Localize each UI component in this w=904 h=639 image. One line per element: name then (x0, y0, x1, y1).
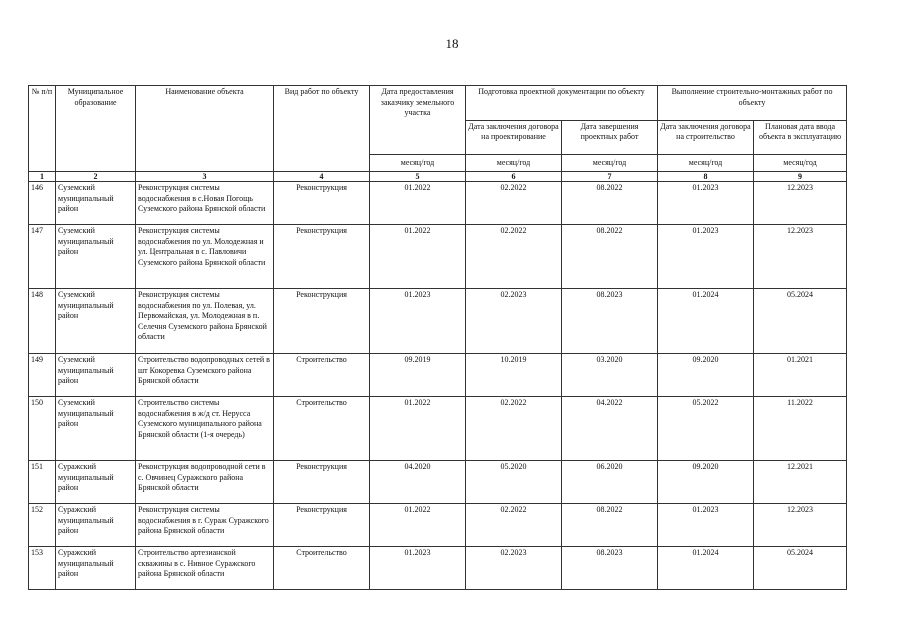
row-work-type: Реконструкция (274, 461, 370, 504)
row-number: 151 (29, 461, 56, 504)
table-row (29, 504, 847, 547)
row-commissioning: 05.2024 (754, 289, 847, 354)
row-work-type: Реконструкция (274, 225, 370, 289)
row-land-date: 04.2020 (370, 461, 466, 504)
row-construction-contract: 01.2024 (658, 547, 754, 590)
row-commissioning: 12.2023 (754, 182, 847, 225)
header-commissioning: Плановая дата ввода объекта в эксплуатацию (754, 120, 847, 155)
row-municipality: Суражский муниципальный район (56, 547, 136, 590)
row-number: 148 (29, 289, 56, 354)
header-construction-contract: Дата заключения договора на строительство (658, 120, 754, 155)
table-row (29, 182, 847, 225)
row-land-date: 01.2023 (370, 289, 466, 354)
row-municipality: Суземский муниципальный район (56, 225, 136, 289)
row-design-complete: 08.2023 (562, 547, 658, 590)
row-land-date: 01.2022 (370, 225, 466, 289)
row-object: Реконструкция системы водоснабжения по ул. Полевая, ул. Первомайская, ул. Молодежная в п. Селечня Суземского района Брянской области (136, 289, 274, 354)
row-number: 147 (29, 225, 56, 289)
header-land-date: Дата предоставления заказчику земельного участка (370, 86, 466, 155)
column-number: 9 (754, 172, 847, 182)
row-design-complete: 04.2022 (562, 397, 658, 461)
row-work-type: Реконструкция (274, 182, 370, 225)
table-row (29, 225, 847, 289)
row-object: Строительство артезианской скважины в с. Нивное Суражского района Брянской области (136, 547, 274, 590)
unit-cell: месяц/год (466, 155, 562, 172)
table-row (29, 354, 847, 397)
row-object: Строительство системы водоснабжения в ж/д ст. Неруcса Суземского муниципального района Брянской области (1-я очередь) (136, 397, 274, 461)
page-number: 18 (445, 36, 459, 51)
row-construction-contract: 01.2023 (658, 225, 754, 289)
column-number: 6 (466, 172, 562, 182)
row-work-type: Реконструкция (274, 504, 370, 547)
table-row (29, 461, 847, 504)
row-design-contract: 05.2020 (466, 461, 562, 504)
row-object: Строительство водопроводных сетей в шт Кокоревка Суземского района Брянской области (136, 354, 274, 397)
row-work-type: Строительство (274, 547, 370, 590)
table-row (29, 289, 847, 354)
row-municipality: Суземский муниципальный район (56, 182, 136, 225)
row-commissioning: 12.2023 (754, 504, 847, 547)
row-construction-contract: 05.2022 (658, 397, 754, 461)
column-number: 5 (370, 172, 466, 182)
row-design-contract: 02.2023 (466, 547, 562, 590)
row-commissioning: 11.2022 (754, 397, 847, 461)
row-commissioning: 12.2021 (754, 461, 847, 504)
row-design-complete: 08.2022 (562, 225, 658, 289)
row-land-date: 01.2022 (370, 504, 466, 547)
column-number-row (29, 172, 847, 182)
unit-cell: месяц/год (562, 155, 658, 172)
header-num: № п/п (29, 86, 56, 172)
column-number: 1 (29, 172, 56, 182)
row-construction-contract: 01.2023 (658, 504, 754, 547)
row-municipality: Суземский муниципальный район (56, 397, 136, 461)
row-object: Реконструкция системы водоснабжения по ул. Молодежная и ул. Центральная в с. Павловичи Суземского района Брянской области (136, 225, 274, 289)
row-land-date: 09.2019 (370, 354, 466, 397)
row-construction-contract: 09.2020 (658, 354, 754, 397)
row-land-date: 01.2022 (370, 182, 466, 225)
row-land-date: 01.2023 (370, 547, 466, 590)
header-design-complete: Дата завершения проектных работ (562, 120, 658, 155)
row-design-contract: 02.2023 (466, 289, 562, 354)
header-row-1 (29, 86, 847, 121)
column-number: 7 (562, 172, 658, 182)
row-design-complete: 08.2022 (562, 504, 658, 547)
header-municipality: Муниципальное образование (56, 86, 136, 172)
unit-cell: месяц/год (754, 155, 847, 172)
header-design-contract: Дата заключения договора на проектирование (466, 120, 562, 155)
unit-cell: месяц/год (658, 155, 754, 172)
row-commissioning: 01.2021 (754, 354, 847, 397)
unit-cell: месяц/год (370, 155, 466, 172)
row-design-contract: 10.2019 (466, 354, 562, 397)
table-row (29, 547, 847, 590)
row-design-contract: 02.2022 (466, 397, 562, 461)
row-number: 146 (29, 182, 56, 225)
row-design-contract: 02.2022 (466, 225, 562, 289)
row-design-complete: 08.2022 (562, 182, 658, 225)
row-municipality: Суражский муниципальный район (56, 504, 136, 547)
column-number: 4 (274, 172, 370, 182)
row-commissioning: 12.2023 (754, 225, 847, 289)
row-work-type: Реконструкция (274, 289, 370, 354)
row-construction-contract: 09.2020 (658, 461, 754, 504)
row-work-type: Строительство (274, 354, 370, 397)
row-construction-contract: 01.2023 (658, 182, 754, 225)
header-design-group: Подготовка проектной документации по объекту (466, 86, 658, 121)
row-design-contract: 02.2022 (466, 182, 562, 225)
row-commissioning: 05.2024 (754, 547, 847, 590)
row-number: 153 (29, 547, 56, 590)
row-number: 149 (29, 354, 56, 397)
row-object: Реконструкция водопроводной сети в с. Овчинец Суражского района Брянской области (136, 461, 274, 504)
row-number: 152 (29, 504, 56, 547)
header-work-type: Вид работ по объекту (274, 86, 370, 172)
header-construction-group: Выполнение строительно-монтажных работ по объекту (658, 86, 847, 121)
row-object: Реконструкция системы водоснабжения в с.Новая Погощь Суземского района Брянской области (136, 182, 274, 225)
column-number: 3 (136, 172, 274, 182)
row-design-contract: 02.2022 (466, 504, 562, 547)
objects-table (28, 85, 847, 590)
column-number: 8 (658, 172, 754, 182)
table-row (29, 397, 847, 461)
row-design-complete: 03.2020 (562, 354, 658, 397)
row-construction-contract: 01.2024 (658, 289, 754, 354)
row-municipality: Суражский муниципальный район (56, 461, 136, 504)
column-number: 2 (56, 172, 136, 182)
row-number: 150 (29, 397, 56, 461)
row-design-complete: 06.2020 (562, 461, 658, 504)
row-municipality: Суземский муниципальный район (56, 289, 136, 354)
row-municipality: Суземский муниципальный район (56, 354, 136, 397)
row-land-date: 01.2022 (370, 397, 466, 461)
row-work-type: Строительство (274, 397, 370, 461)
header-object: Наименование объекта (136, 86, 274, 172)
row-object: Реконструкция системы водоснабжения в г. Сураж Суражского района Брянской области (136, 504, 274, 547)
row-design-complete: 08.2023 (562, 289, 658, 354)
